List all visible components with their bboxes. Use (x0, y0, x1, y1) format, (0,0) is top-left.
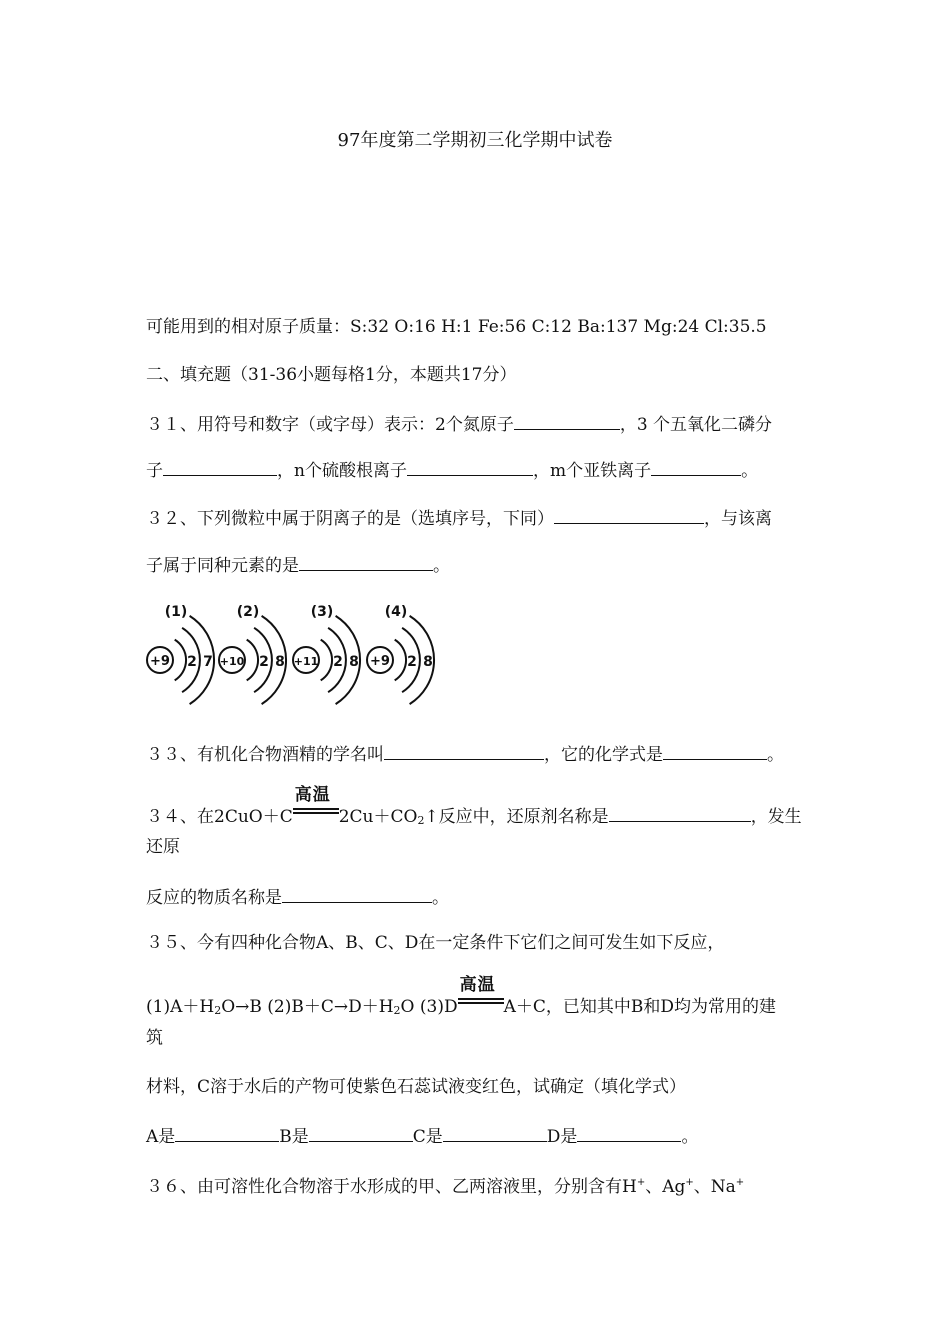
q31-text-a: ３１、用符号和数字（或字母）表示：2个氮原子 (146, 415, 514, 435)
q32-line1 (146, 506, 772, 530)
q31-blank-3[interactable] (407, 458, 533, 476)
atomic-masses: 可能用到的相对原子质量：S:32 O:16 H:1 Fe:56 C:12 Ba:137 Mg:24 Cl:35.5 (146, 317, 767, 337)
q35-label-c: C是 (412, 1127, 443, 1147)
q35-text-a: (1)A＋H (146, 997, 215, 1017)
q34-text-b: 2Cu＋CO (338, 807, 418, 827)
q31-text-b: ，3 个五氧化二磷分 (619, 415, 773, 435)
q31-blank-2[interactable] (163, 458, 277, 476)
q36-line1 (146, 1172, 744, 1198)
q34-text-e: 反应的物质名称是 (146, 888, 282, 908)
electron-count: 8 (423, 654, 433, 670)
q35-line3: 筑 (146, 1028, 163, 1048)
q35-label-d: D是 (546, 1127, 578, 1147)
electron-count: 2 (333, 654, 343, 670)
q35-blank-b[interactable] (309, 1124, 413, 1142)
q35-answers (146, 1124, 698, 1148)
q35-text-d: A＋C，已知其中B和D均为常用的建 (503, 997, 777, 1017)
atom-label: (3) (310, 604, 334, 620)
atom-nucleus-charge: +10 (219, 655, 245, 668)
electron-count: 8 (275, 654, 285, 670)
q36-text-c: 、Na (693, 1177, 736, 1197)
q34-subscript: 2 (417, 814, 425, 827)
q35-blank-d[interactable] (577, 1124, 681, 1142)
atom-label: (2) (236, 604, 260, 620)
q35-text-end: 。 (681, 1127, 699, 1147)
q33-blank-1[interactable] (384, 742, 544, 760)
q34-text-d: ，发生 (750, 807, 802, 827)
q35-line1: ３５、今有四种化合物A、B、C、D在一定条件下它们之间可发生如下反应， (146, 933, 725, 953)
electron-count: 2 (407, 654, 417, 670)
q34-line3 (146, 885, 449, 909)
reaction-condition-label: 高温 (459, 975, 496, 995)
electron-shell-arc (247, 640, 258, 681)
q36-superscript-3: + (735, 1177, 745, 1188)
electron-count: 2 (187, 654, 197, 670)
section-heading: 二、填充题（31-36小题每格1分，本题共17分） (146, 365, 517, 385)
q35-line2 (146, 975, 777, 1022)
q34-blank-1[interactable] (609, 804, 751, 822)
q36-text-b: 、Ag (645, 1177, 686, 1197)
atom-nucleus-charge: +9 (150, 654, 170, 669)
q32-text-b: ，与该离 (704, 509, 772, 529)
atom-label: (1) (164, 604, 188, 620)
q32-blank-2[interactable] (299, 553, 433, 571)
q34-text-end: 。 (432, 888, 449, 908)
q32-text-end: 。 (433, 556, 450, 576)
electron-shell-arc (175, 640, 186, 681)
electron-count: 8 (349, 654, 359, 670)
page-title: 97年度第二学期初三化学期中试卷 (337, 130, 613, 151)
q34-line2: 还原 (146, 837, 180, 857)
electron-shell-arc (395, 640, 406, 681)
atom-nucleus-charge: +9 (370, 654, 390, 669)
q32-text-c: 子属于同种元素的是 (146, 556, 299, 576)
q31-line1 (146, 412, 772, 436)
q35-label-b: B是 (279, 1127, 309, 1147)
q35-text-b: O→B (2)B＋C→D＋H (221, 997, 394, 1017)
q31-blank-1[interactable] (514, 412, 620, 430)
reaction-condition-arrow (293, 785, 339, 822)
q31-blank-4[interactable] (651, 458, 741, 476)
q35-text-c: O (3)D (400, 997, 458, 1017)
q33-text-a: ３３、有机化合物酒精的学名叫 (146, 745, 384, 765)
q35-subscript-1: 2 (214, 1004, 222, 1017)
q31-text-e: ，m个亚铁离子 (532, 461, 652, 481)
q35-blank-a[interactable] (175, 1124, 279, 1142)
q34-line1 (146, 785, 802, 832)
q31-text-c: 子 (146, 461, 163, 481)
q32-line2 (146, 553, 450, 577)
q35-subscript-2: 2 (393, 1004, 401, 1017)
q35-blank-c[interactable] (443, 1124, 547, 1142)
q31-line2 (146, 458, 758, 482)
q36-superscript-2: + (685, 1177, 694, 1188)
q36-superscript-1: + (636, 1177, 646, 1188)
q33-text-end: 。 (767, 745, 784, 765)
q33-line (146, 742, 784, 766)
atom-label: (4) (384, 604, 408, 620)
electron-count: 2 (259, 654, 269, 670)
q36-text-a: ３６、由可溶性化合物溶于水形成的甲、乙两溶液里，分别含有H (146, 1177, 637, 1197)
atom-structure-diagrams (140, 600, 450, 710)
q34-text-a: ３４、在2CuO＋C (146, 807, 293, 827)
q32-blank-1[interactable] (554, 506, 704, 524)
q32-text-a: ３２、下列微粒中属于阴离子的是（选填序号，下同） (146, 509, 554, 529)
electron-shell-arc (321, 640, 332, 681)
q31-text-end: 。 (741, 461, 759, 481)
q31-text-d: ，n个硫酸根离子 (277, 461, 407, 481)
q35-label-a: A是 (146, 1127, 176, 1147)
reaction-condition-arrow (458, 975, 504, 1012)
q33-text-b: ，它的化学式是 (544, 745, 663, 765)
reaction-condition-label: 高温 (294, 785, 331, 805)
q34-blank-2[interactable] (282, 885, 432, 903)
q34-text-c: ↑反应中，还原剂名称是 (424, 807, 609, 827)
q33-blank-2[interactable] (663, 742, 767, 760)
electron-count: 7 (203, 654, 213, 670)
q35-line4: 材料，C溶于水后的产物可使紫色石蕊试液变红色，试确定（填化学式） (146, 1077, 687, 1097)
atom-nucleus-charge: +11 (293, 655, 319, 668)
